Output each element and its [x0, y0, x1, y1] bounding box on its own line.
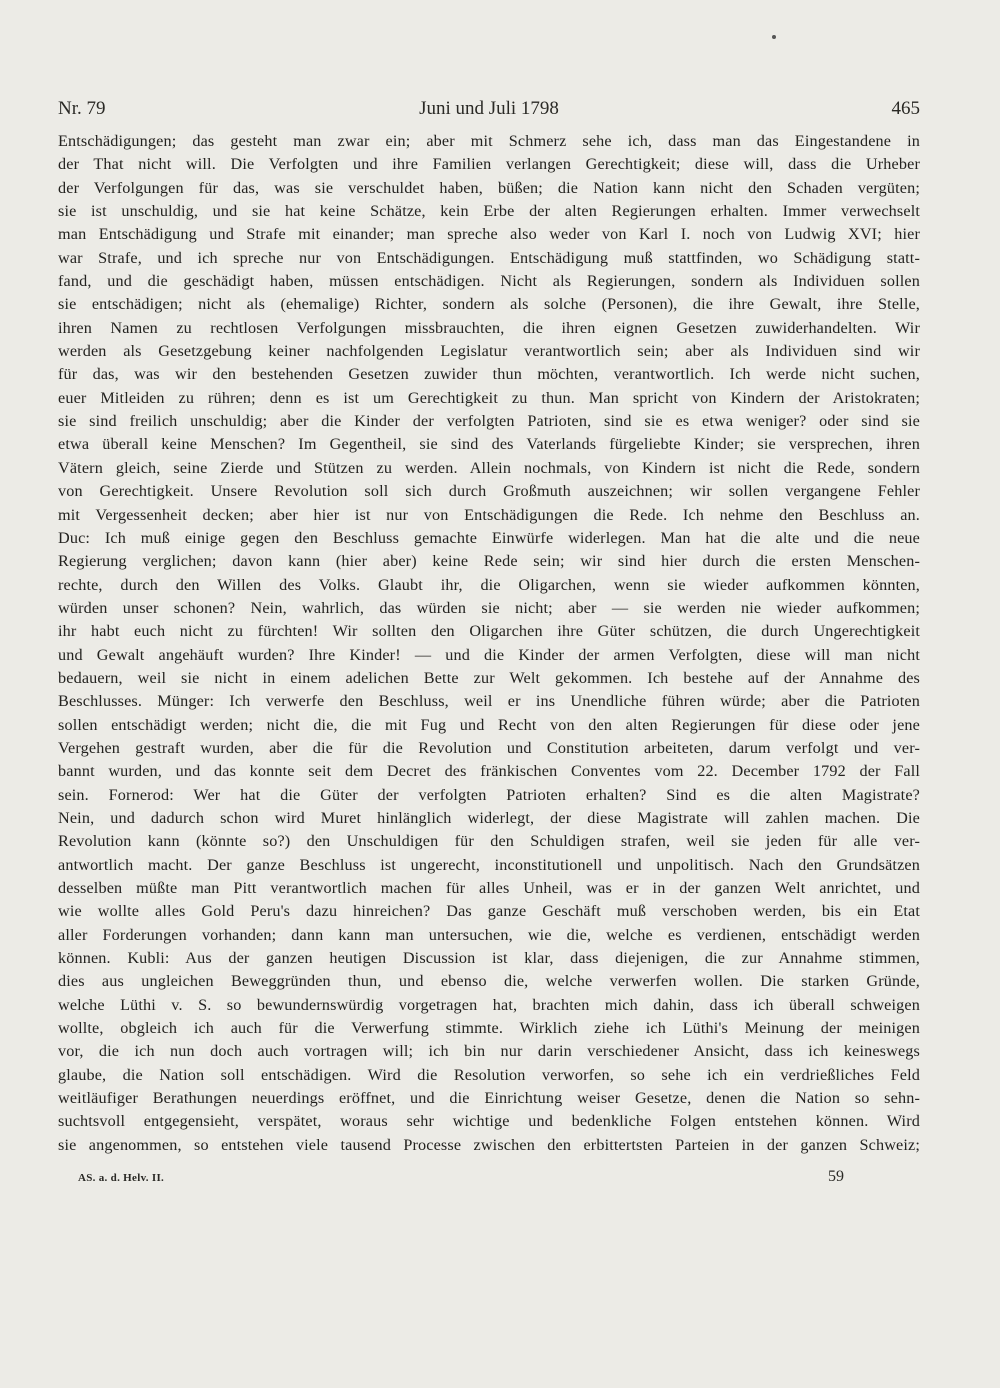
text-line: antwortlich macht. Der ganze Beschluss ist ungerecht, inconstitutionell und unpolitisch. Nach den Grundsätzen	[58, 855, 920, 874]
text-line: von Gerechtigkeit. Unsere Revolution soll sich durch Großmuth auszeichnen; wir sollen vergangene Fehler	[58, 482, 920, 501]
text-line: wollte, obgleich ich auch für die Verwerfung stimmte. Wirklich ziehe ich Lüthi's Meinung der meinigen	[58, 1019, 920, 1038]
text-line: bedauern, weil sie nicht in einem adelichen Bette zur Welt gekommen. Ich bestehe auf der Annahme des	[58, 668, 920, 687]
text-line: ihr habt euch nicht zu fürchten! Wir sollten den Oligarchen ihre Güter schützen, die durch Ungerechtigkeit	[58, 622, 920, 641]
text-line: der That nicht will. Die Verfolgten und ihre Familien verlangen Gerechtigkeit; diese will, dass die Urheber	[58, 155, 920, 174]
text-line: euer Mitleiden zu rühren; denn es ist um Gerechtigkeit zu thun. Man spricht von Kindern der Aristokraten;	[58, 388, 920, 407]
text-line: Vätern gleich, seine Zierde und Stützen zu werden. Allein nochmals, von Kindern ist nicht die Rede, sondern	[58, 458, 920, 477]
text-line: mit Vergessenheit decken; aber hier ist nur von Entschädigungen die Rede. Ich nehme den Beschluss an.	[58, 505, 920, 524]
text-line: welche Lüthi v. S. so bewundernswürdig vorgetragen hat, brachten mich dahin, dass ich überall schweigen	[58, 995, 920, 1014]
text-line: ihren Namen zu rechtlosen Verfolgungen missbrauchten, die ihren eignen Gesetzen zuwiderhandelten. Wir	[58, 318, 920, 337]
text-line: Entschädigungen; das gesteht man zwar ein; aber mit Schmerz sehe ich, dass man das Eingestandene in	[58, 132, 920, 150]
text-line: desselben müßte man Pitt verantwortlich machen für alles Unheil, was er in der ganzen Welt anrichtet, und	[58, 879, 920, 897]
text-line: man Entschädigung und Strafe mit einander; man spreche also weder von Karl I. noch von Ludwig XVI; hier	[58, 225, 920, 244]
text-line: Beschlusses. Münger: Ich verwerfe den Beschluss, weil er ins Unendliche führen würde; aber die Patrioten	[58, 692, 920, 711]
text-line: für das, was wir den bestehenden Gesetzen zuwider thun möchten, verantwortlich. Ich werde nicht suchen,	[58, 365, 920, 384]
text-line: und Gewalt angehäuft wurden? Ihre Kinder! — und die Kinder der armen Verfolgten, diese will man nicht	[58, 645, 920, 664]
text-line: Nein, und dadurch schon wird Muret hinlänglich widerlegt, der diese Magistrate will zahlen machen. Die	[58, 808, 920, 827]
text-line: rechte, durch den Willen des Volks. Glaubt ihr, die Oligarchen, wenn sie wieder aufkommen könnten,	[58, 575, 920, 594]
text-line: sie ist unschuldig, und sie hat keine Schätze, kein Erbe der alten Regierungen erhalten. Immer verwechselt	[58, 202, 920, 221]
scan-speck	[772, 35, 776, 39]
body-text	[58, 130, 920, 1157]
text-line: war Strafe, und ich spreche nur von Entschädigungen. Entschädigung muß stattfinden, wo Schädigung statt-	[58, 248, 920, 267]
text-line: Vergehen gestraft wurden, aber die für die Revolution und Constitution arbeiteten, darum verfolgt und ver-	[58, 738, 920, 757]
sheet-signature: AS. a. d. Helv. II.	[78, 1172, 165, 1184]
text-line: vor, die ich nun doch auch vortragen will; ich bin nur darin verschiedener Ansicht, dass ich keineswegs	[58, 1042, 920, 1061]
sheet-number: 59	[828, 1168, 844, 1185]
text-line: sein. Fornerod: Wer hat die Güter der verfolgten Patrioten erhalten? Sind es die alten Magistrate?	[58, 785, 920, 804]
text-line: etwa überall keine Menschen? Im Gegentheil, sie sind des Vaterlands fürgeliebte Kinder; sie versprechen, ihren	[58, 435, 920, 454]
text-line: dies aus ungleichen Beweggründen thun, und ebenso die, welche verwerfen wollen. Die starken Gründe,	[58, 972, 920, 991]
text-line: weitläufiger Berathungen neuerdings eröffnet, und die Einrichtung weiser Gesetze, denen die Nation so sehn-	[58, 1089, 920, 1108]
running-title: Juni und Juli 1798	[419, 98, 559, 119]
text-line: Duc: Ich muß einige gegen den Beschluss gemachte Einwürfe widerlegen. Man hat die alte und die neue	[58, 528, 920, 547]
page-number: 465	[891, 98, 920, 119]
text-line: sie angenommen, so entstehen viele tausend Processe zwischen den erbittertsten Parteien in der ganzen Schweiz;	[58, 1135, 920, 1154]
text-line: glaube, die Nation soll entschädigen. Wird die Resolution verworfen, so sehe ich ein verdrießliches Feld	[58, 1065, 920, 1084]
text-line: wie wollte alles Gold Peru's dazu hinreichen? Das ganze Geschäft muß verschoben werden, bis ein Etat	[58, 902, 920, 921]
text-line: können. Kubli: Aus der ganzen heutigen Discussion ist klar, dass diejenigen, die zur Annahme stimmen,	[58, 949, 920, 968]
text-line: suchtsvoll entgegensieht, verspätet, woraus sehr wichtige und bedenkliche Folgen entstehen können. Wird	[58, 1112, 920, 1131]
document-number: Nr. 79	[58, 98, 106, 119]
text-line: würden unser schonen? Nein, wahrlich, das würden sie nicht; aber — sie werden nie wieder aufkommen;	[58, 598, 920, 617]
page-footer	[78, 1168, 920, 1192]
text-line: fand, und die geschädigt haben, müssen entschädigen. Nicht als Regierungen, sondern als Individuen sollen	[58, 272, 920, 291]
text-line: sie entschädigen; nicht als (ehemalige) Richter, sondern als solche (Personen), die ihre Gewalt, ihre Stelle,	[58, 295, 920, 314]
page-header	[58, 98, 920, 124]
text-line: aller Forderungen vorhanden; dann kann man untersuchen, wie die, welche es verdienen, entschädigt werden	[58, 925, 920, 944]
text-line: werden als Gesetzgebung keiner nachfolgenden Legislatur verantwortlich sein; aber als Individuen sind wir	[58, 342, 920, 361]
text-line: Regierung verglichen; davon kann (hier aber) keine Rede sein; wir sind hier durch die ersten Menschen-	[58, 552, 920, 571]
text-line: sie sind freilich unschuldig; aber die Kinder der verfolgten Patrioten, sind sie es etwa weniger? oder sind sie	[58, 412, 920, 431]
text-line: der Verfolgungen für das, was sie verschuldet haben, büßen; die Nation kann nicht den Schaden vergüten;	[58, 178, 920, 197]
text-line: Revolution kann (könnte so?) den Unschuldigen für den Schuldigen strafen, weil sie jeden für alle ver-	[58, 832, 920, 851]
text-line: bannt wurden, und das konnte seit dem Decret des fränkischen Conventes vom 22. December 1792 der Fall	[58, 762, 920, 781]
text-line: sollen entschädigt werden; nicht die, die mit Fug und Recht von den alten Regierungen für diese oder jene	[58, 715, 920, 734]
